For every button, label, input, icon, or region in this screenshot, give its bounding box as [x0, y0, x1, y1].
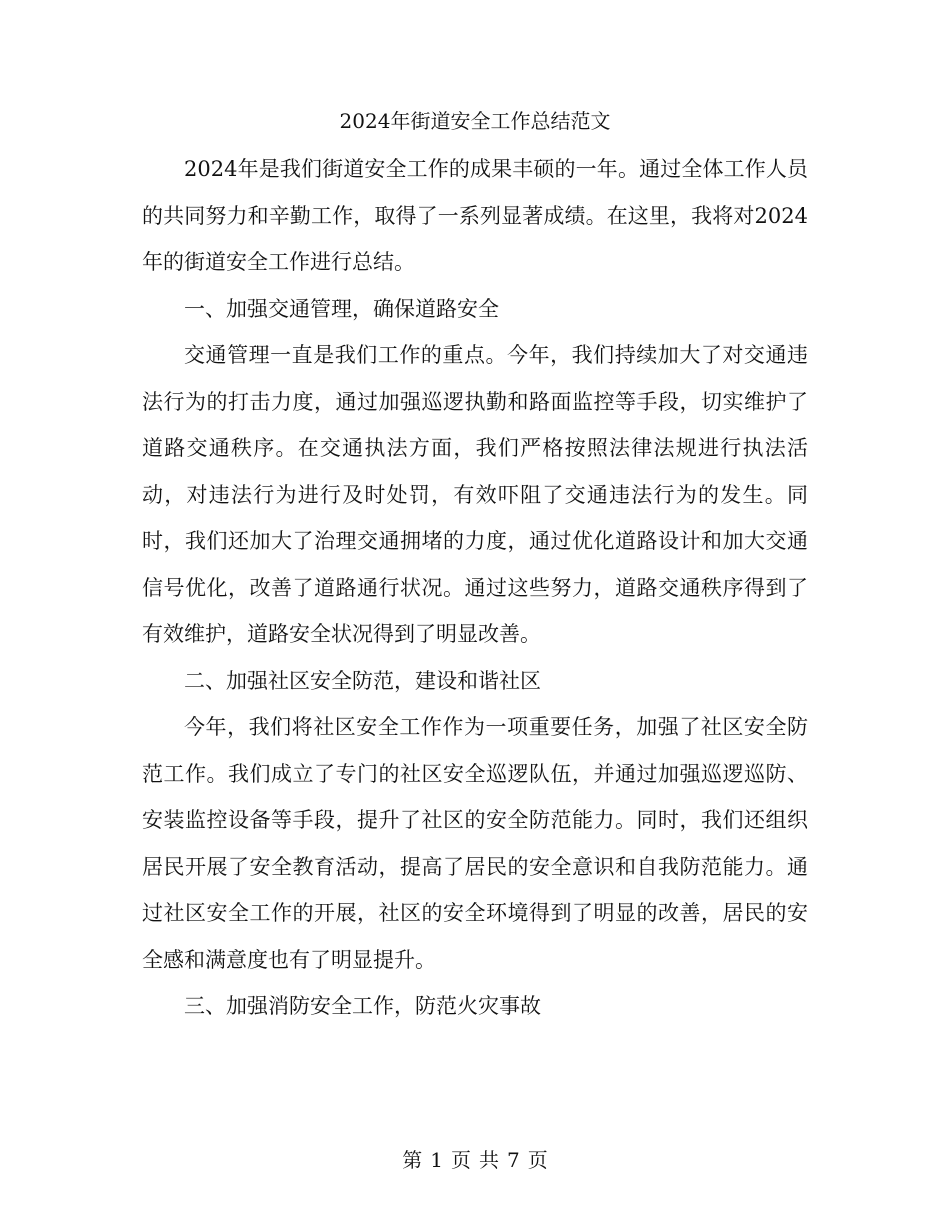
page-footer — [0, 1146, 950, 1174]
traffic-paragraph: 交通管理一直是我们工作的重点。今年，我们持续加大了对交通违法行为的打击力度，通过加强巡逻执勤和路面监控等手段，切实维护了道路交通秩序。在交通执法方面，我们严格按照法律法规进行执法活动，对违法行为进行及时处罚，有效吓阻了交通违法行为的发生。同时，我们还加大了治理交通拥堵的力度，通过优化道路设计和加大交通信号优化，改善了道路通行状况。通过这些努力，道路交通秩序得到了有效维护，道路安全状况得到了明显改善。 — [142, 343, 808, 646]
footer-total-suffix: 页 — [527, 1148, 548, 1172]
footer-total-prefix: 共 — [479, 1148, 499, 1172]
section-heading-community: 二、加强社区安全防范，建设和谐社区 — [184, 668, 541, 693]
document-title: 2024年街道安全工作总结范文 — [339, 109, 611, 133]
footer-total-pages: 7 — [507, 1148, 520, 1172]
intro-paragraph: 2024年是我们街道安全工作的成果丰硕的一年。通过全体工作人员的共同努力和辛勤工作，取得了一系列显著成绩。在这里，我将对2024年的街道安全工作进行总结。 — [142, 157, 808, 274]
footer-page-prefix: 第 — [402, 1148, 423, 1172]
section-heading-fire: 三、加强消防安全工作，防范火灾事故 — [184, 994, 541, 1018]
footer-page-label: 页 — [451, 1148, 471, 1172]
community-paragraph: 今年，我们将社区安全工作作为一项重要任务，加强了社区安全防范工作。我们成立了专门的社区安全巡逻队伍，并通过加强巡逻巡防、安装监控设备等手段，提升了社区的安全防范能力。同时，我们还组织居民开展了安全教育活动，提高了居民的安全意识和自我防范能力。通过社区安全工作的开展，社区的安全环境得到了明显的改善，居民的安全感和满意度也有了明显提升。 — [142, 715, 808, 972]
document-body — [142, 146, 808, 1030]
footer-page-number: 1 — [430, 1148, 443, 1172]
section-heading-traffic: 一、加强交通管理，确保道路安全 — [184, 296, 499, 321]
